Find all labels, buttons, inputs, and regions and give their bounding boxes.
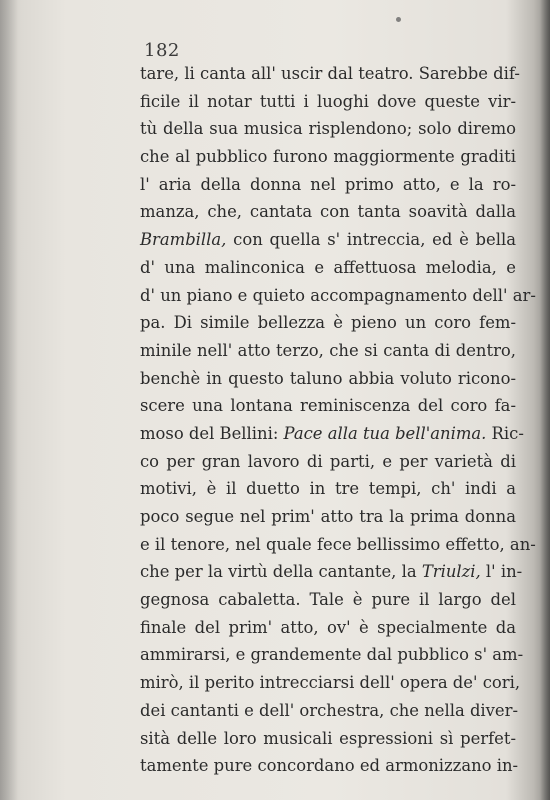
text-line xyxy=(140,448,516,476)
text-segment: benchè in questo taluno abbia voluto ricono- xyxy=(140,368,516,388)
text-segment: moso del Bellini: xyxy=(140,423,284,443)
text-segment: gegnosa cabaletta. Tale è pure il largo del xyxy=(140,590,516,610)
text-segment: Ric- xyxy=(486,423,524,443)
text-line xyxy=(140,309,516,337)
text-segment: tamente pure concordano ed armonizzano in- xyxy=(140,756,519,776)
page-number: 182 xyxy=(144,40,180,61)
text-line xyxy=(140,337,516,365)
text-segment: finale del prim' atto, ov' è specialmente da xyxy=(140,617,516,637)
text-line xyxy=(140,531,536,559)
text-segment: con quella s' intreccia, ed è bella xyxy=(226,230,516,250)
ink-speck xyxy=(396,17,401,22)
text-line xyxy=(140,143,516,171)
text-segment: tare, li canta all' uscir dal teatro. Sarebbe dif- xyxy=(140,64,520,83)
text-line xyxy=(140,503,516,531)
text-line xyxy=(140,88,516,116)
text-line xyxy=(140,282,536,310)
spine-shadow xyxy=(0,0,18,800)
text-segment: manza, che, cantata con tanta soavità dalla xyxy=(140,202,516,222)
text-segment: l' in- xyxy=(480,562,523,582)
text-line xyxy=(140,365,516,393)
text-segment: scere una lontana reminiscenza del coro fa- xyxy=(140,396,516,416)
text-segment: co per gran lavoro di parti, e per varietà di xyxy=(140,451,516,471)
italic-text: Brambilla, xyxy=(140,230,227,250)
text-line xyxy=(140,254,516,282)
text-segment: tù della sua musica risplendono; solo diremo xyxy=(140,119,516,139)
text-line xyxy=(140,752,519,780)
text-segment: d' un piano e quieto accompagnamento dell' ar- xyxy=(140,285,536,305)
text-segment: che per la virtù della cantante, la xyxy=(140,562,422,582)
text-segment: pa. Di simile bellezza è pieno un coro fem- xyxy=(140,313,516,333)
text-line xyxy=(140,171,516,199)
text-line xyxy=(140,198,516,226)
text-line xyxy=(140,475,516,503)
text-line xyxy=(140,392,516,420)
text-line xyxy=(140,725,516,753)
text-line xyxy=(140,60,520,88)
italic-text: Pace alla tua bell'anima. xyxy=(283,423,487,443)
text-line xyxy=(140,420,524,448)
text-segment: che al pubblico furono maggiormente graditi xyxy=(140,147,516,167)
text-segment: d' una malinconica e affettuosa melodia, e xyxy=(140,257,516,277)
text-segment: sità delle loro musicali espressioni sì perfet- xyxy=(140,728,516,748)
text-line xyxy=(140,115,516,143)
text-segment: l' aria della donna nel primo atto, e la ro- xyxy=(140,174,516,194)
page-edge-shadow xyxy=(540,0,550,800)
body-text xyxy=(140,60,536,780)
text-segment: ficile il notar tutti i luoghi dove queste vir- xyxy=(140,91,516,111)
text-line xyxy=(140,697,519,725)
text-line xyxy=(140,558,523,586)
text-line xyxy=(140,641,524,669)
text-segment: dei cantanti e dell' orchestra, che nella diver- xyxy=(140,700,519,720)
italic-text: Triulzi, xyxy=(421,562,481,582)
text-segment: minile nell' atto terzo, che si canta di dentro, xyxy=(140,340,516,360)
text-line xyxy=(140,614,516,642)
text-segment: poco segue nel prim' atto tra la prima donna xyxy=(140,507,516,526)
text-line xyxy=(140,669,521,697)
text-line xyxy=(140,226,516,254)
text-segment: motivi, è il duetto in tre tempi, ch' indi a xyxy=(140,479,516,499)
text-segment: ammirarsi, e grandemente dal pubblico s' am- xyxy=(140,645,524,665)
text-segment: e il tenore, nel quale fece bellissimo effetto, an- xyxy=(140,534,536,554)
text-segment: mirò, il perito intrecciarsi dell' opera de' cori, xyxy=(140,673,521,693)
text-line xyxy=(140,586,516,614)
